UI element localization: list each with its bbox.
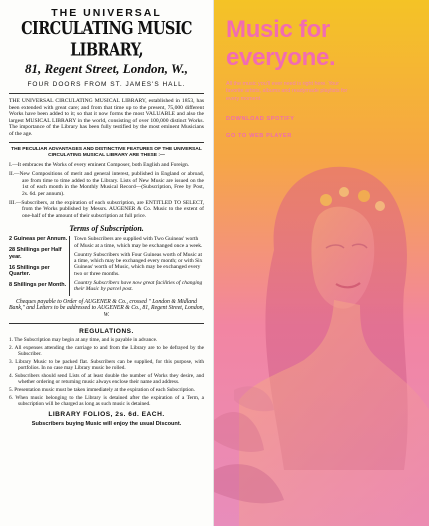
ad-term-note: Country Subscribers have now great facilities of changing their Music by parcel post.: [74, 280, 203, 293]
ad-location-note: FOUR DOORS FROM ST. JAMES'S HALL.: [27, 81, 186, 88]
ad-advantage-item: I.—It embraces the Works of every eminent Composer, both English and Foreign.: [9, 161, 190, 168]
ad-advantages-title: THE PECULIAR ADVANTAGES AND DISTINCTIVE FEATURES OF THE UNIVERSAL CIRCULATING MUSICAL LIBRARY ARE THESE :—: [11, 146, 202, 158]
ad-term-price: 2 Guineas per Annum.: [9, 236, 68, 243]
library-advertisement: [0, 0, 214, 526]
divider: [9, 323, 204, 324]
ad-term-description: Town Subscribers are supplied with Two Guineas' worth of Music at a time, which may be exchanged once a week.: [74, 236, 203, 249]
ad-title-line2: CIRCULATING MUSIC LIBRARY,: [21, 17, 192, 61]
ad-term-descriptions: [69, 236, 204, 295]
ad-term-description: Country Subscribers with Four Guineas worth of Music at a time, which may be exchanged every month; or with Six Guineas' worth of Music, which may be exchanged every two or three months.: [74, 251, 203, 277]
ad-regulation-item: 6. When music belonging to the Library is detained after the expiration of a Term, a subscription will be charged as long as such music is detained.: [9, 394, 204, 407]
hero-artist-photo: [214, 0, 429, 526]
ad-term-price: 28 Shillings per Half year.: [9, 247, 62, 260]
ad-term-price: 16 Shillings per Quarter.: [9, 264, 50, 278]
ad-intro-paragraph: THE UNIVERSAL CIRCULATING MUSICAL LIBRARY, established in 1853, has been extended with great care; and from that time up to the present, 75,000 different Works have been added to it; so that it now forms the most VALUABLE and also the largest MUSICAL LIBRARY in the world, consisting of over 100,000 distinct Works. The importance of the Library has been fully testified by the most eminent Musicians of the age.: [9, 98, 204, 137]
ad-terms-title: Terms of Subscription.: [69, 224, 144, 234]
ad-folios-price: LIBRARY FOLIOS, 2s. 6d. EACH.: [48, 410, 165, 418]
ad-discount-note: Subscribers buying Music will enjoy the usual Discount.: [31, 420, 182, 427]
divider: [9, 93, 204, 94]
ad-advantage-item: III.—Subscribers, at the expiration of each subscription, are ENTITLED TO SELECT, from the Works published by Messrs. AUGENER & Co. Music to the extent of one-half of the amount of their subscription at full price.: [9, 200, 204, 219]
ad-regulations-title: REGULATIONS.: [79, 327, 134, 335]
ad-regulation-item: 4. Subscribers should send Lists of at least double the number of Works they desire, and whether ordering or returning music always enclose their name and address.: [9, 372, 204, 385]
divider: [9, 142, 204, 143]
ad-terms-table: [9, 236, 204, 295]
web-player-link[interactable]: GO TO WEB PLAYER: [226, 133, 292, 139]
ad-term-prices: [9, 236, 69, 295]
ad-title-line1: THE UNIVERSAL: [51, 7, 162, 19]
streaming-landing-page: [214, 0, 429, 526]
ad-cheques-note: Cheques payable to Order of AUGENER & Co., crossed " London & Midland Bank," and Letters to be addressed to AUGENER & Co., 81, Regent Street, London, W.: [9, 298, 204, 319]
hero-photo-illustration: [214, 0, 429, 526]
download-spotify-link[interactable]: DOWNLOAD SPOTIFY: [226, 116, 295, 122]
ad-regulation-item: 2. All expenses attending the carriage to and from the Library are to be defrayed by the Subscriber.: [9, 344, 204, 357]
ad-advantage-item: II.—New Compositions of merit and general interest, published in England or abroad, are from time to time added to the Library. Lists of New Music are issued on the 1st of each month in the Monthly Musical Record—(Subscription, Free by Post, 2s. 6d. per annum).: [9, 171, 204, 197]
ad-regulation-item: 1. The Subscription may begin at any time, and is payable in advance.: [9, 336, 158, 343]
ad-regulation-item: 3. Library Music to be packed flat. Subscribers can be supplied, for this purpose, with portfolios. In no case may Library music be rolled.: [9, 358, 204, 371]
headline: Music for everyone.: [226, 16, 336, 71]
subheadline: All the music you'll ever need is right here. Your favorite artists, albums and readymade playlists for every moment.: [226, 81, 348, 102]
ad-regulation-item: 5. Presentation music must be taken immediately at the expiration of each Subscription.: [9, 386, 195, 393]
ad-term-price: 8 Shillings per Month.: [9, 282, 67, 289]
ad-address: 81, Regent Street, London, W.,: [24, 61, 189, 76]
